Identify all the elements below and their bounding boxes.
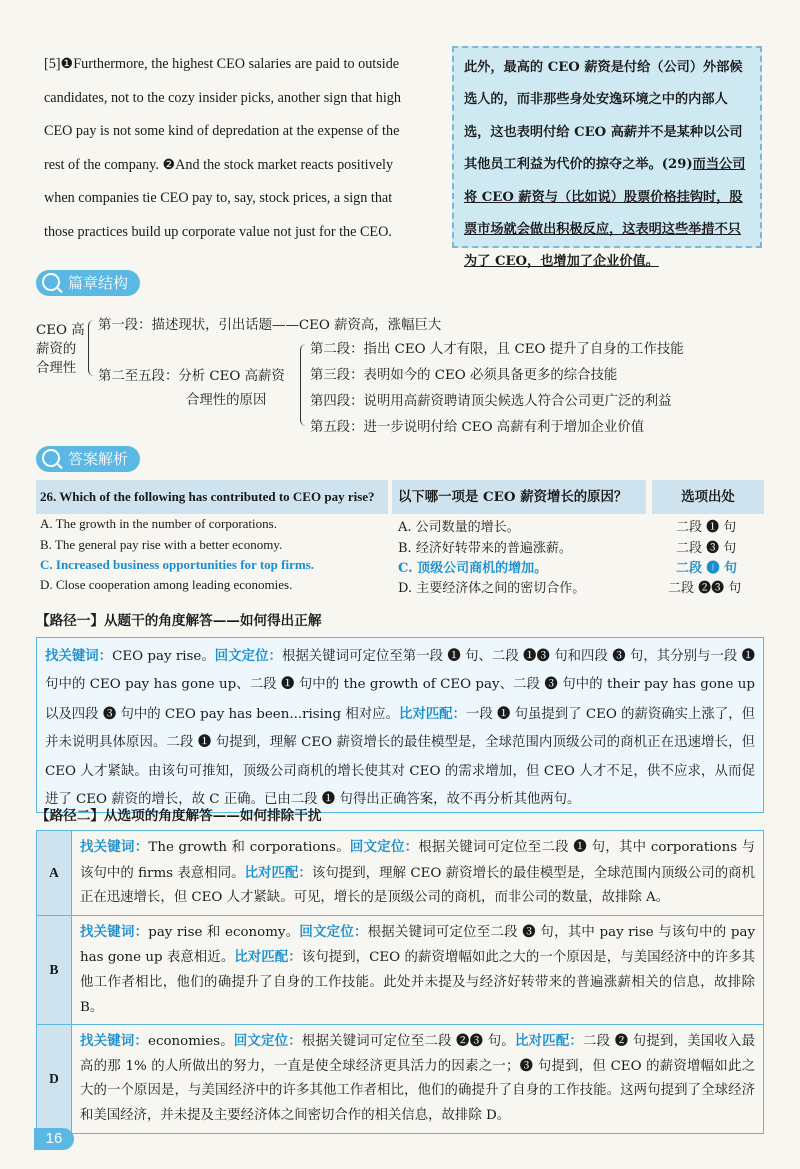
loc-label: 回文定位：	[214, 648, 282, 664]
row-content	[72, 915, 764, 1024]
sub-para: 第四段：说明用高薪资聘请顶尖候选人符合公司更广泛的利益	[310, 394, 672, 409]
table-row	[37, 831, 764, 916]
option-d-src: 二段 ❷❸ 句	[668, 581, 742, 596]
loc-text: 根据关键词可定位至二段 ❸ 句，其中 pay rise 与该句中的 pay has gone up 表意相近。	[80, 924, 756, 966]
row-letter: D	[37, 1025, 72, 1133]
translation-part2: 而当公司将 CEO 薪资与（比如说）股票价格挂钩时，股票市场就会做出积极反应，这表明这些举措不只为了 CEO，也增加了企业价值。	[464, 157, 746, 270]
row-content	[72, 1025, 764, 1133]
section-structure-title: 篇章结构	[68, 274, 129, 292]
para2-5-summary-cont: 合理性的原因	[186, 393, 267, 408]
topic-line: 薪资的	[36, 342, 77, 357]
loc-text: 根据关键词可定位至二段 ❶ 句，其中 corporations 与该句中的 firms 表意相同。	[80, 840, 756, 881]
kw-text: economies。	[148, 1034, 234, 1050]
passage-line: when companies tie CEO pay to, say, stock prices, a sign that	[44, 190, 393, 207]
path1-box	[36, 637, 764, 813]
option-b-src: 二段 ❸ 句	[676, 541, 737, 556]
search-icon	[42, 449, 60, 467]
sub-para: 第三段：表明如今的 CEO 必须具备更多的综合技能	[310, 368, 618, 383]
cmp-text: 该句提到，理解 CEO 薪资增长的最佳模型是，全球范围内顶级公司的商机正在迅速增长，但 CEO 人才紧缺。可见，增长的是顶级公司的商机，而非公司的数量，故排除 A。	[80, 865, 755, 906]
loc-label: 回文定位：	[299, 923, 368, 940]
sub-para: 第五段：进一步说明付给 CEO 高薪有利于增加企业价值	[310, 420, 645, 435]
passage-line: [5]❶Furthermore, the highest CEO salaries are paid to outside	[44, 56, 400, 72]
brace	[88, 320, 97, 376]
page-number: 16	[34, 1128, 74, 1150]
passage-line: CEO pay is not some kind of depredation at the expense of the	[44, 123, 400, 140]
option-c-cn-correct: C. 顶级公司商机的增加。	[398, 561, 548, 576]
passage-line: rest of the company. ❷And the stock market reacts positively	[44, 156, 394, 173]
kw-text: The growth 和 corporations。	[148, 840, 350, 855]
option-b-en: B. The general pay rise with a better economy.	[40, 537, 283, 552]
loc-label: 回文定位：	[233, 1033, 302, 1050]
answer-analysis-tag	[36, 446, 140, 472]
option-c-en-correct: C. Increased business opportunities for top firms.	[40, 557, 314, 572]
search-icon	[42, 273, 60, 291]
kw-label: 找关键词：	[80, 1033, 149, 1050]
loc-text: 根据关键词可定位至二段 ❷❸ 句。	[301, 1034, 515, 1050]
option-b-cn: B. 经济好转带来的普遍涨薪。	[398, 541, 572, 556]
passage-line: those practices build up corporate value not just for the CEO.	[44, 223, 392, 240]
cmp-label: 比对匹配：	[398, 705, 466, 722]
para2-5-summary: 第二至五段：分析 CEO 高薪资	[98, 369, 285, 384]
kw-text: pay rise 和 economy。	[148, 924, 300, 940]
option-d-cn: D. 主要经济体之间的密切合作。	[398, 581, 586, 596]
kw-text: CEO pay rise。	[112, 649, 215, 664]
loc-text: 根据关键词可定位至第一段 ❶ 句、二段 ❶❸ 句和四段 ❸ 句，其分别与一段 ❶ 句中的 CEO pay has gone up、二段 ❶ 句中的 the growth of CEO pay、二段 ❸ 句中的 their pay has gone up 以及四段 ❸ 句中的 CEO pay has been...rising 相对应。	[45, 649, 756, 722]
option-a-cn: A. 公司数量的增长。	[398, 520, 520, 535]
kw-label: 找关键词：	[80, 923, 149, 940]
loc-label: 回文定位：	[349, 839, 419, 855]
brace	[300, 344, 309, 426]
option-a-en: A. The growth in the number of corporations.	[40, 516, 277, 531]
topic-line: 合理性	[36, 361, 77, 376]
translation-part1: 此外，最高的 CEO 薪资是付给（公司）外部候选人的，而非那些身处安逸环境之中的内部人选，这也表明付给 CEO 高薪并不是某种以公司其他员工利益为代价的掠夺之举。(29)	[464, 60, 743, 173]
passage-line: candidates, not to the cozy insider picks, another sign that high	[44, 89, 401, 106]
sub-para: 第二段：指出 CEO 人才有限，且 CEO 提升了自身的工作技能	[310, 342, 684, 357]
table-row	[37, 1025, 764, 1133]
cmp-text: 该句提到，CEO 的薪资增幅如此之大的一个原因是，与美国经济中的许多其他工作者相比，他们的确提升了自身的工作技能。此处并未提及与经济好转带来的普遍涨薪相关的信息，故排除 B。	[80, 950, 755, 1015]
option-d-en: D. Close cooperation among leading economies.	[40, 577, 293, 592]
cmp-label: 比对匹配：	[514, 1033, 583, 1050]
cmp-text: 一段 ❶ 句虽提到了 CEO 的薪资确实上涨了，但并未说明具体原因。二段 ❶ 句提到，理解 CEO 薪资增长的最佳模型是，全球范围内顶级公司的商机正在迅速增长，但 CEO 人才紧缺。由该句可推知，顶级公司商机的增长使其对 CEO 的需求增加，但 CEO 人才不足，供不应求，从而促进了 CEO 薪资的增长，故 C 正确。已由二段 ❶ 句得出正确答案，故不再分析其他两句。	[45, 706, 755, 808]
option-c-src-correct: 二段 ❶ 句	[676, 561, 738, 576]
english-passage	[44, 48, 444, 250]
source-header: 选项出处	[652, 480, 764, 514]
row-letter: B	[37, 915, 72, 1024]
question-cn: 以下哪一项是 CEO 薪资增长的原因？	[392, 480, 646, 514]
row-letter: A	[37, 831, 72, 916]
option-a-src: 二段 ❶ 句	[676, 520, 737, 535]
para1-summary: 第一段：描述现状，引出话题——CEO 薪资高，涨幅巨大	[98, 318, 442, 333]
path2-table	[36, 830, 764, 1134]
topic-line: CEO 高	[36, 323, 85, 338]
row-content	[72, 831, 764, 916]
cmp-label: 比对匹配：	[234, 949, 302, 966]
section-structure-tag	[36, 270, 140, 296]
answer-analysis-title: 答案解析	[68, 450, 129, 468]
cmp-label: 比对匹配：	[244, 864, 312, 881]
cmp-text: 二段 ❷ 句提到，美国收入最高的那 1% 的人所做出的努力，一直是使全球经济更具活力的因素之一；❸ 句提到，但 CEO 的薪资增幅如此之大的一个原因是，与美国经济中的许多其他工作者相比，他们的确提升了自身的工作技能。这两句提到了全球经济和美国经济，并未提及主要经济体之间密切合作的相关信息，故排除 D。	[80, 1034, 756, 1123]
path2-title: 【路径二】从选项的角度解答——如何排除干扰	[36, 808, 322, 824]
question-en: 26. Which of the following has contributed to CEO pay rise?	[36, 480, 388, 514]
path1-title: 【路径一】从题干的角度解答——如何得出正解	[36, 613, 322, 629]
kw-label: 找关键词：	[80, 839, 149, 855]
table-row	[37, 915, 764, 1024]
kw-label: 找关键词：	[45, 648, 113, 664]
translation-box	[452, 46, 762, 270]
